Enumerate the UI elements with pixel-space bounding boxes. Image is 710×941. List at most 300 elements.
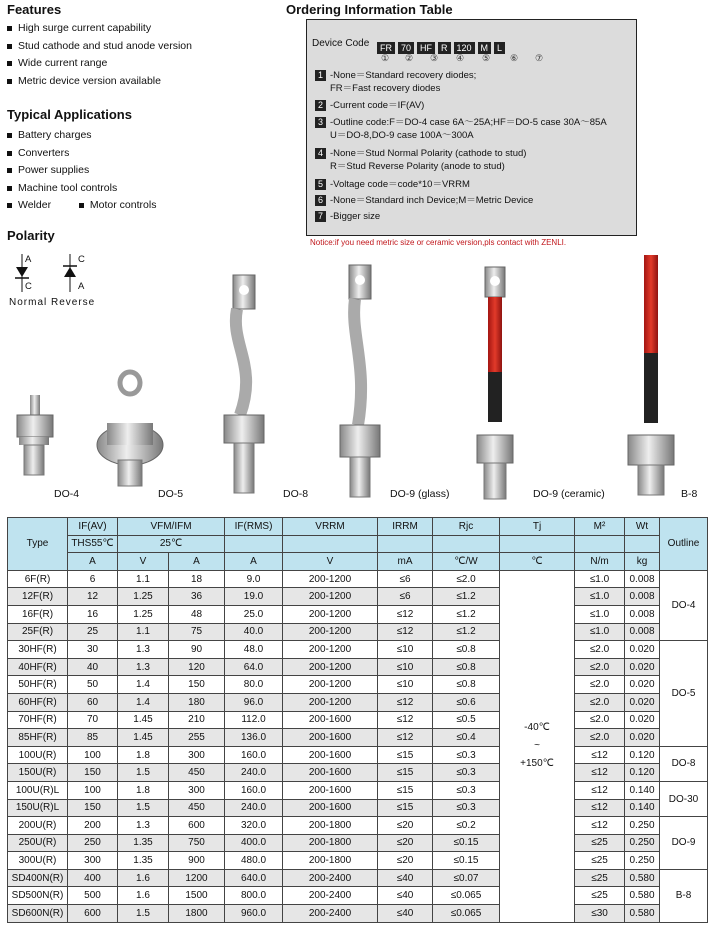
value-cell: ≤0.3 xyxy=(433,781,500,799)
value-cell: ≤12 xyxy=(575,817,625,835)
value-cell: 90 xyxy=(169,641,225,659)
ordering-line: R＝Stud Reverse Polarity (anode to stud) xyxy=(330,161,505,172)
value-cell: 0.580 xyxy=(625,905,660,923)
label-normal-c: C xyxy=(25,281,32,292)
value-cell: 136.0 xyxy=(225,729,283,747)
units-row xyxy=(8,553,708,571)
value-cell: ≤10 xyxy=(378,641,433,659)
header-25c: 25℃ xyxy=(118,535,225,553)
value-cell: 1500 xyxy=(169,887,225,905)
product-photos xyxy=(0,255,710,505)
type-cell: 150U(R)L xyxy=(8,799,68,817)
value-cell: 1.25 xyxy=(118,588,169,606)
value-cell: 0.250 xyxy=(625,834,660,852)
do4-image xyxy=(17,395,53,475)
value-cell: ≤15 xyxy=(378,746,433,764)
list-item: Converters xyxy=(7,145,117,163)
value-cell: 80.0 xyxy=(225,676,283,694)
applications-last-row xyxy=(7,199,156,211)
value-cell: 240.0 xyxy=(225,799,283,817)
ordering-box xyxy=(306,19,637,236)
value-cell: ≤20 xyxy=(378,817,433,835)
value-cell: 200-1800 xyxy=(283,852,378,870)
value-cell: 1.3 xyxy=(118,658,169,676)
ordering-line: 1 -None＝Standard recovery diodes; xyxy=(315,70,476,82)
type-cell: 30HF(R) xyxy=(8,641,68,659)
table-row xyxy=(8,623,708,641)
value-cell: 0.020 xyxy=(625,658,660,676)
value-cell: 40.0 xyxy=(225,623,283,641)
value-cell: ≤0.8 xyxy=(433,641,500,659)
value-cell: 200-2400 xyxy=(283,869,378,887)
header-ths: THS55℃ xyxy=(68,535,118,553)
type-cell: 70HF(R) xyxy=(8,711,68,729)
value-cell: 1200 xyxy=(169,869,225,887)
outline-cell: B-8 xyxy=(660,869,708,922)
value-cell: 300 xyxy=(169,781,225,799)
table-row xyxy=(8,781,708,799)
value-cell: ≤12 xyxy=(575,799,625,817)
value-cell: 200-1800 xyxy=(283,817,378,835)
value-cell: ≤15 xyxy=(378,781,433,799)
value-cell: 1.45 xyxy=(118,711,169,729)
value-cell: ≤1.2 xyxy=(433,623,500,641)
value-cell: 1.4 xyxy=(118,676,169,694)
value-cell: 96.0 xyxy=(225,693,283,711)
polarity-title: Polarity xyxy=(7,228,55,243)
outline-cell: DO-5 xyxy=(660,641,708,747)
value-cell: 0.020 xyxy=(625,711,660,729)
ordering-line: U＝DO-8,DO-9 case 100A～300A xyxy=(330,130,474,141)
value-cell: ≤12 xyxy=(575,764,625,782)
ordering-line: 6 -None＝Standard inch Device;M＝Metric Device xyxy=(315,195,533,207)
value-cell: 200-1200 xyxy=(283,676,378,694)
value-cell: 900 xyxy=(169,852,225,870)
value-cell: ≤25 xyxy=(575,869,625,887)
list-item: High surge current capability xyxy=(7,20,192,38)
circled-number: ④ xyxy=(456,53,465,63)
value-cell: ≤12 xyxy=(378,605,433,623)
value-cell: ≤2.0 xyxy=(575,676,625,694)
unit-cell: A xyxy=(225,553,283,571)
label-normal-a: A xyxy=(25,254,32,265)
value-cell: ≤10 xyxy=(378,658,433,676)
value-cell: 100 xyxy=(68,781,118,799)
circled-number: ① xyxy=(381,53,390,63)
applications-list xyxy=(7,127,117,197)
value-cell: ≤2.0 xyxy=(433,570,500,588)
unit-cell: mA xyxy=(378,553,433,571)
value-cell: 30 xyxy=(68,641,118,659)
value-cell: 12 xyxy=(68,588,118,606)
list-item: Wide current range xyxy=(7,55,192,73)
value-cell: ≤25 xyxy=(575,887,625,905)
value-cell: 200-2400 xyxy=(283,887,378,905)
label-reverse-a: A xyxy=(78,281,85,292)
value-cell: ≤2.0 xyxy=(575,658,625,676)
type-cell: 50HF(R) xyxy=(8,676,68,694)
ordering-title: Ordering Information Table xyxy=(286,2,453,17)
table-row xyxy=(8,570,708,588)
header-outline: Outline xyxy=(660,518,708,571)
value-cell: 0.008 xyxy=(625,570,660,588)
value-cell: ≤1.2 xyxy=(433,605,500,623)
value-cell: 400 xyxy=(68,869,118,887)
value-cell: 1.6 xyxy=(118,869,169,887)
value-cell: 112.0 xyxy=(225,711,283,729)
value-cell: 60 xyxy=(68,693,118,711)
value-cell: ≤0.2 xyxy=(433,817,500,835)
value-cell: ≤1.0 xyxy=(575,570,625,588)
polarity-caption: Normal Reverse xyxy=(9,297,96,308)
ordering-line: FR＝Fast recovery diodes xyxy=(330,83,441,94)
type-cell: SD500N(R) xyxy=(8,887,68,905)
value-cell: 0.140 xyxy=(625,799,660,817)
code-box: 120 xyxy=(454,42,475,54)
value-cell: 200-1200 xyxy=(283,693,378,711)
value-cell: ≤0.15 xyxy=(433,834,500,852)
type-cell: 100U(R) xyxy=(8,746,68,764)
do9-glass-image xyxy=(340,265,380,497)
applications-title: Typical Applications xyxy=(7,107,132,122)
type-cell: 12F(R) xyxy=(8,588,68,606)
value-cell: 200-1600 xyxy=(283,764,378,782)
value-cell: 0.580 xyxy=(625,887,660,905)
value-cell: 0.008 xyxy=(625,588,660,606)
ordering-line: 2 -Current code＝IF(AV) xyxy=(315,100,424,112)
do8-image xyxy=(224,275,264,493)
value-cell: 0.020 xyxy=(625,641,660,659)
value-cell: 0.020 xyxy=(625,693,660,711)
value-cell: ≤12 xyxy=(378,623,433,641)
type-cell: 200U(R) xyxy=(8,817,68,835)
value-cell: ≤6 xyxy=(378,588,433,606)
value-cell: 960.0 xyxy=(225,905,283,923)
value-cell: 210 xyxy=(169,711,225,729)
value-cell: 200-1200 xyxy=(283,570,378,588)
value-cell: ≤0.15 xyxy=(433,852,500,870)
circled-number: ⑥ xyxy=(510,53,519,63)
header-type: Type xyxy=(8,518,68,571)
value-cell: ≤0.8 xyxy=(433,676,500,694)
table-row xyxy=(8,729,708,747)
value-cell: 75 xyxy=(169,623,225,641)
circled-number: ② xyxy=(405,53,414,63)
value-cell: 640.0 xyxy=(225,869,283,887)
code-box: M xyxy=(478,42,492,54)
table-row xyxy=(8,869,708,887)
value-cell: 40 xyxy=(68,658,118,676)
device-code-label: Device Code xyxy=(312,38,370,49)
code-box: FR xyxy=(377,42,395,54)
value-cell: 50 xyxy=(68,676,118,694)
header-wt: Wt xyxy=(625,518,660,536)
product-label-do9-ceramic: DO-9 (ceramic) xyxy=(533,488,605,500)
value-cell: 70 xyxy=(68,711,118,729)
b8-image xyxy=(628,255,674,495)
header-ifrms: IF(RMS) xyxy=(225,518,283,536)
value-cell: 0.250 xyxy=(625,817,660,835)
value-cell: 1800 xyxy=(169,905,225,923)
header-irrm: IRRM xyxy=(378,518,433,536)
value-cell: 150 xyxy=(169,676,225,694)
value-cell: 200-2400 xyxy=(283,905,378,923)
table-row xyxy=(8,641,708,659)
value-cell: ≤1.2 xyxy=(433,588,500,606)
table-row xyxy=(8,746,708,764)
value-cell: 0.008 xyxy=(625,623,660,641)
type-cell: SD400N(R) xyxy=(8,869,68,887)
product-label-do5: DO-5 xyxy=(158,488,184,500)
list-item: Motor controls xyxy=(89,199,157,211)
table-body xyxy=(8,570,708,922)
ordering-line: 7 -Bigger size xyxy=(315,211,380,223)
value-cell: ≤1.0 xyxy=(575,605,625,623)
value-cell: 200-1200 xyxy=(283,605,378,623)
table-row xyxy=(8,658,708,676)
table-row xyxy=(8,905,708,923)
value-cell: ≤0.3 xyxy=(433,799,500,817)
value-cell: 120 xyxy=(169,658,225,676)
list-item: Power supplies xyxy=(7,162,117,180)
value-cell: 25.0 xyxy=(225,605,283,623)
header-tj: Tj xyxy=(500,518,575,536)
table-row xyxy=(8,887,708,905)
unit-cell: ℃/W xyxy=(433,553,500,571)
value-cell: 0.140 xyxy=(625,781,660,799)
value-cell: 200 xyxy=(68,817,118,835)
product-label-do8: DO-8 xyxy=(283,488,309,500)
value-cell: 36 xyxy=(169,588,225,606)
table-row xyxy=(8,799,708,817)
value-cell: ≤0.8 xyxy=(433,658,500,676)
value-cell: 1.8 xyxy=(118,746,169,764)
value-cell: ≤1.0 xyxy=(575,588,625,606)
value-cell: 200-1200 xyxy=(283,658,378,676)
value-cell: 500 xyxy=(68,887,118,905)
outline-cell: DO-30 xyxy=(660,781,708,816)
code-box: HF xyxy=(417,42,435,54)
outline-cell: DO-8 xyxy=(660,746,708,781)
table-row xyxy=(8,834,708,852)
value-cell: 1.35 xyxy=(118,834,169,852)
value-cell: 800.0 xyxy=(225,887,283,905)
do9-ceramic-image xyxy=(477,267,513,499)
value-cell: 48.0 xyxy=(225,641,283,659)
product-label-do4: DO-4 xyxy=(54,488,80,500)
header-m2: M² xyxy=(575,518,625,536)
value-cell: ≤1.0 xyxy=(575,623,625,641)
value-cell: 200-1200 xyxy=(283,623,378,641)
value-cell: 18 xyxy=(169,570,225,588)
value-cell: ≤0.07 xyxy=(433,869,500,887)
value-cell: 200-1800 xyxy=(283,834,378,852)
value-cell: 1.6 xyxy=(118,887,169,905)
type-cell: 40HF(R) xyxy=(8,658,68,676)
value-cell: ≤2.0 xyxy=(575,693,625,711)
unit-cell: N/m xyxy=(575,553,625,571)
value-cell: 0.250 xyxy=(625,852,660,870)
value-cell: 600 xyxy=(68,905,118,923)
value-cell: 200-1600 xyxy=(283,746,378,764)
label-reverse-c: C xyxy=(78,254,85,265)
circled-number: ③ xyxy=(430,53,439,63)
table-row xyxy=(8,605,708,623)
value-cell: 240.0 xyxy=(225,764,283,782)
value-cell: ≤30 xyxy=(575,905,625,923)
value-cell: 0.580 xyxy=(625,869,660,887)
list-item: Welder xyxy=(18,199,52,211)
value-cell: 100 xyxy=(68,746,118,764)
value-cell: 1.5 xyxy=(118,764,169,782)
value-cell: ≤40 xyxy=(378,869,433,887)
type-cell: 100U(R)L xyxy=(8,781,68,799)
header-ifav: IF(AV) xyxy=(68,518,118,536)
do5-image xyxy=(97,372,163,486)
value-cell: 85 xyxy=(68,729,118,747)
value-cell: ≤20 xyxy=(378,852,433,870)
value-cell: 0.020 xyxy=(625,729,660,747)
value-cell: ≤2.0 xyxy=(575,711,625,729)
ordering-line: 5 -Voltage code＝code*10＝VRRM xyxy=(315,179,470,191)
code-box: 70 xyxy=(398,42,414,54)
type-cell: 250U(R) xyxy=(8,834,68,852)
value-cell: 255 xyxy=(169,729,225,747)
value-cell: ≤12 xyxy=(575,781,625,799)
outline-cell: DO-9 xyxy=(660,817,708,870)
value-cell: ≤12 xyxy=(575,746,625,764)
value-cell: ≤20 xyxy=(378,834,433,852)
value-cell: 64.0 xyxy=(225,658,283,676)
list-item: Stud cathode and stud anode version xyxy=(7,38,192,56)
circled-number: ⑤ xyxy=(482,53,491,63)
value-cell: 200-1600 xyxy=(283,799,378,817)
unit-cell: A xyxy=(169,553,225,571)
value-cell: 1.1 xyxy=(118,570,169,588)
value-cell: ≤0.6 xyxy=(433,693,500,711)
type-cell: 6F(R) xyxy=(8,570,68,588)
table-row xyxy=(8,817,708,835)
value-cell: 0.120 xyxy=(625,764,660,782)
value-cell: 1.25 xyxy=(118,605,169,623)
value-cell: 150 xyxy=(68,799,118,817)
header-rjc: Rjc xyxy=(433,518,500,536)
value-cell: 0.020 xyxy=(625,676,660,694)
type-cell: SD600N(R) xyxy=(8,905,68,923)
unit-cell: ℃ xyxy=(500,553,575,571)
table-row xyxy=(8,693,708,711)
value-cell: 1.8 xyxy=(118,781,169,799)
value-cell: 0.120 xyxy=(625,746,660,764)
value-cell: 160.0 xyxy=(225,781,283,799)
type-cell: 25F(R) xyxy=(8,623,68,641)
type-cell: 150U(R) xyxy=(8,764,68,782)
value-cell: 320.0 xyxy=(225,817,283,835)
ordering-notice: Notice:if you need metric size or ceramic version,pls contact with ZENLI. xyxy=(310,238,567,247)
value-cell: 200-1600 xyxy=(283,781,378,799)
value-cell: ≤10 xyxy=(378,676,433,694)
value-cell: 1.5 xyxy=(118,905,169,923)
ordering-line: 3 -Outline code:F＝DO-4 case 6A～25A;HF＝DO-5 case 30A～85A xyxy=(315,117,607,129)
value-cell: 25 xyxy=(68,623,118,641)
value-cell: 400.0 xyxy=(225,834,283,852)
code-box: L xyxy=(494,42,505,54)
table-row xyxy=(8,764,708,782)
value-cell: 1.4 xyxy=(118,693,169,711)
outline-cell: DO-4 xyxy=(660,570,708,640)
value-cell: 450 xyxy=(169,799,225,817)
value-cell: 450 xyxy=(169,764,225,782)
value-cell: 300 xyxy=(68,852,118,870)
value-cell: 1.35 xyxy=(118,852,169,870)
value-cell: ≤2.0 xyxy=(575,641,625,659)
value-cell: ≤12 xyxy=(378,711,433,729)
table-row xyxy=(8,711,708,729)
value-cell: 480.0 xyxy=(225,852,283,870)
unit-cell: kg xyxy=(625,553,660,571)
type-cell: 60HF(R) xyxy=(8,693,68,711)
unit-cell: V xyxy=(283,553,378,571)
value-cell: ≤0.3 xyxy=(433,764,500,782)
list-item: Battery charges xyxy=(7,127,117,145)
value-cell: 1.5 xyxy=(118,799,169,817)
tj-range-cell: -40℃ ~ +150℃ xyxy=(500,570,575,922)
features-list xyxy=(7,20,192,90)
header-vrrm: VRRM xyxy=(283,518,378,536)
value-cell: 1.45 xyxy=(118,729,169,747)
list-item: Metric device version available xyxy=(7,73,192,91)
value-cell: ≤6 xyxy=(378,570,433,588)
value-cell: 250 xyxy=(68,834,118,852)
value-cell: 200-1600 xyxy=(283,711,378,729)
table-row xyxy=(8,676,708,694)
value-cell: ≤2.0 xyxy=(575,729,625,747)
code-box: R xyxy=(438,42,451,54)
value-cell: ≤15 xyxy=(378,799,433,817)
ordering-line: 4 -None＝Stud Normal Polarity (cathode to stud) xyxy=(315,148,526,160)
value-cell: 6 xyxy=(68,570,118,588)
value-cell: 16 xyxy=(68,605,118,623)
value-cell: 150 xyxy=(68,764,118,782)
value-cell: 9.0 xyxy=(225,570,283,588)
header-vfm-ifm: VFM/IFM xyxy=(118,518,225,536)
value-cell: ≤12 xyxy=(378,693,433,711)
value-cell: 200-1600 xyxy=(283,729,378,747)
value-cell: 48 xyxy=(169,605,225,623)
table-row xyxy=(8,588,708,606)
value-cell: ≤40 xyxy=(378,887,433,905)
value-cell: 0.008 xyxy=(625,605,660,623)
type-cell: 300U(R) xyxy=(8,852,68,870)
value-cell: 1.1 xyxy=(118,623,169,641)
value-cell: 180 xyxy=(169,693,225,711)
value-cell: 600 xyxy=(169,817,225,835)
value-cell: 200-1200 xyxy=(283,641,378,659)
value-cell: ≤15 xyxy=(378,764,433,782)
unit-cell: V xyxy=(118,553,169,571)
value-cell: ≤0.065 xyxy=(433,887,500,905)
value-cell: 19.0 xyxy=(225,588,283,606)
value-cell: 300 xyxy=(169,746,225,764)
type-cell: 85HF(R) xyxy=(8,729,68,747)
value-cell: ≤25 xyxy=(575,852,625,870)
value-cell: 1.3 xyxy=(118,817,169,835)
value-cell: ≤0.4 xyxy=(433,729,500,747)
list-item: Machine tool controls xyxy=(7,180,117,198)
table-row xyxy=(8,852,708,870)
type-cell: 16F(R) xyxy=(8,605,68,623)
value-cell: ≤0.5 xyxy=(433,711,500,729)
